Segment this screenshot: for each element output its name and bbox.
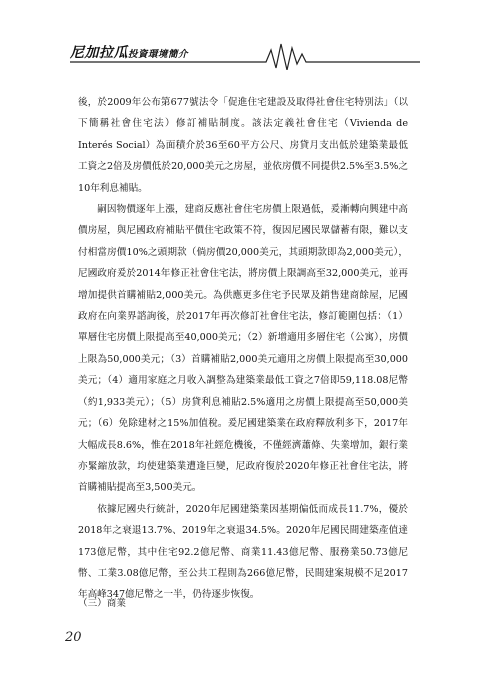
header-title-sub: 投資環境簡介 (128, 49, 189, 60)
paragraph: 嗣因物價逐年上漲，建商反應社會住宅房價上限過低，爰漸轉向興建中高價房屋，與尼國政府補貼平價住宅政策不符，復因尼國民眾儲蓄有限，難以支付相當房價10%之頭期款（倘房價20,000美元，其頭期款即為2,000美元），尼國政府爰於2014年修正社會住宅法，將房價上限調高至32,000美元，並再增加提供首購補貼2,000美元。為供應更多住宅予民眾及銷售建商餘屋，尼國政府在向業界諮詢後，於2017年再次修訂社會住宅法，修訂範圍包括：（1）單層住宅房價上限提高至40,000美元；（2）新增適用多層住宅（公寓），房價上限為50,000美元；（3）首購補貼2,000美元適用之房價上限提高至30,000美元；（4）適用家庭之月收入調整為建築業最低工資之7倍即59,118.08尼幣（約1,933美元）；（5）房貸利息補貼2.5%適用之房價上限提高至50,000美元；（6）免除建材之15%加值稅。爰尼國建築業在政府釋放利多下，2017年大幅成長8.6%，惟在2018年社經危機後，不僅經濟蕭條、失業增加，銀行業亦緊縮放款，均使建築業遭逢巨變，尼政府復於2020年修正社會住宅法，將首購補貼提高至3,500美元。 (78, 204, 408, 494)
page-header (0, 0, 480, 70)
header-title-main: 尼加拉瓜 (70, 45, 128, 61)
page-number: 20 (65, 630, 82, 645)
header-title (70, 42, 188, 62)
section-heading: （三）商業 (78, 598, 126, 609)
body-text (78, 92, 408, 606)
paragraph: 後，於2009年公布第677號法令「促進住宅建設及取得社會住宅特別法」（以下簡稱社會住宅法）修訂補貼制度。該法定義社會住宅（Vivienda de Interés Social）為面積介於36至60平方公尺、房貸月支出低於建築業最低工資之2倍及房價低於20,000美元之房屋，並依房價不同提供2.5%至3.5%之10年利息補貼。 (78, 97, 408, 194)
paragraph: 依據尼國央行統計，2020年尼國建築業因基期偏低而成長11.7%，優於2018年之衰退13.7%、2019年之衰退34.5%。2020年尼國民間建築產值達173億尼幣，其中住宅92.2億尼幣、商業11.43億尼幣、服務業50.73億尼幣、工業3.08億尼幣，至公共工程則為266億尼幣，民間建案規模不足2017年高峰347億尼幣之一半，仍待逐步恢復。 (78, 503, 408, 601)
